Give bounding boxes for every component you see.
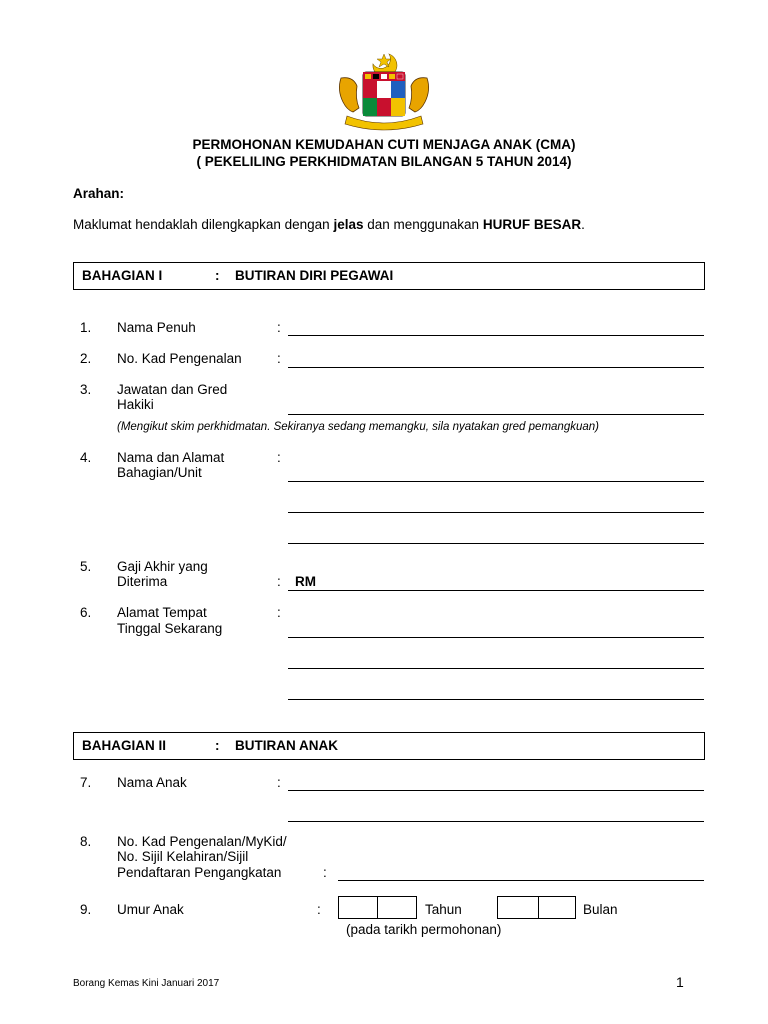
field3-number: 3. <box>80 382 92 397</box>
field2-label: No. Kad Pengenalan <box>117 351 242 366</box>
field1-label: Nama Penuh <box>117 320 196 335</box>
field4-number: 4. <box>80 450 92 465</box>
field4-label-line2: Bahagian/Unit <box>117 465 202 480</box>
field3-label-line1: Jawatan dan Gred <box>117 382 228 397</box>
coat-of-arms-logo <box>333 50 435 132</box>
field9-note: (pada tarikh permohonan) <box>346 922 502 937</box>
instructions-text-part3: . <box>581 217 585 232</box>
salary-input-line[interactable] <box>288 590 704 591</box>
field7-label: Nama Anak <box>117 775 187 790</box>
field8-colon: : <box>323 865 327 880</box>
field3-note: (Mengikut skim perkhidmatan. Sekiranya sedang memangku, sila nyatakan gred pemangkuan) <box>117 421 599 433</box>
field6-label-line2: Tinggal Sekarang <box>117 621 223 636</box>
field4-colon: : <box>277 450 281 465</box>
page-number: 1 <box>676 974 684 990</box>
division-address-input-line-3[interactable] <box>288 543 704 544</box>
section2-label: BAHAGIAN II <box>82 738 166 753</box>
months-label: Bulan <box>583 902 618 917</box>
section2-title: BUTIRAN ANAK <box>235 738 338 753</box>
division-address-input-line-1[interactable] <box>288 481 704 482</box>
field2-number: 2. <box>80 351 92 366</box>
field2-colon: : <box>277 351 281 366</box>
section1-header <box>73 262 705 290</box>
field5-label-line2: Diterima <box>117 574 168 589</box>
section2-colon: : <box>215 738 220 753</box>
child-age-years-digit-2[interactable] <box>377 896 417 919</box>
position-grade-input-line[interactable] <box>288 414 704 415</box>
footer-revision-note: Borang Kemas Kini Januari 2017 <box>73 978 220 989</box>
child-id-input-line[interactable] <box>338 880 704 881</box>
field8-label-line3: Pendaftaran Pengangkatan <box>117 865 282 880</box>
field8-number: 8. <box>80 834 92 849</box>
child-age-years-digit-1[interactable] <box>338 896 378 919</box>
home-address-input-line-2[interactable] <box>288 668 704 669</box>
full-name-input-line[interactable] <box>288 335 704 336</box>
form-title-line2: ( PEKELILING PERKHIDMATAN BILANGAN 5 TAHUN 2014) <box>196 154 572 169</box>
field9-label: Umur Anak <box>117 902 184 917</box>
field1-number: 1. <box>80 320 92 335</box>
field5-label-line1: Gaji Akhir yang <box>117 559 208 574</box>
division-address-input-line-2[interactable] <box>288 512 704 513</box>
field9-colon: : <box>317 902 321 917</box>
child-name-input-line-1[interactable] <box>288 790 704 791</box>
field9-number: 9. <box>80 902 92 917</box>
field5-number: 5. <box>80 559 92 574</box>
instructions-text-part1: Maklumat hendaklah dilengkapkan dengan <box>73 217 334 232</box>
field6-number: 6. <box>80 605 92 620</box>
field4-label-line1: Nama dan Alamat <box>117 450 225 465</box>
field6-label-line1: Alamat Tempat <box>117 605 207 620</box>
instructions-bold-jelas: jelas <box>333 217 364 232</box>
instructions-text-part2: dan menggunakan <box>363 217 483 232</box>
section1-colon: : <box>215 268 220 283</box>
child-age-months-digit-1[interactable] <box>497 896 539 919</box>
instructions-bold-huruf-besar: HURUF BESAR <box>482 217 582 232</box>
field3-label-line2: Hakiki <box>117 397 154 412</box>
form-title-line1: PERMOHONAN KEMUDAHAN CUTI MENJAGA ANAK (CMA) <box>192 137 576 152</box>
child-name-input-line-2[interactable] <box>288 821 704 822</box>
home-address-input-line-3[interactable] <box>288 699 704 700</box>
instructions-heading: Arahan: <box>73 186 125 201</box>
field7-number: 7. <box>80 775 92 790</box>
field6-colon: : <box>277 605 281 620</box>
section2-header <box>73 732 705 760</box>
section1-title: BUTIRAN DIRI PEGAWAI <box>235 268 394 283</box>
field8-label-line2: No. Sijil Kelahiran/Sijil <box>117 849 249 864</box>
field7-colon: : <box>277 775 281 790</box>
home-address-input-line-1[interactable] <box>288 637 704 638</box>
instructions-text <box>73 217 585 232</box>
salary-currency-prefix: RM <box>295 574 316 589</box>
ic-number-input-line[interactable] <box>288 367 704 368</box>
years-label: Tahun <box>425 902 462 917</box>
section1-label: BAHAGIAN I <box>82 268 163 283</box>
child-age-months-digit-2[interactable] <box>538 896 576 919</box>
field1-colon: : <box>277 320 281 335</box>
field5-colon: : <box>277 574 281 589</box>
field8-label-line1: No. Kad Pengenalan/MyKid/ <box>117 834 287 849</box>
